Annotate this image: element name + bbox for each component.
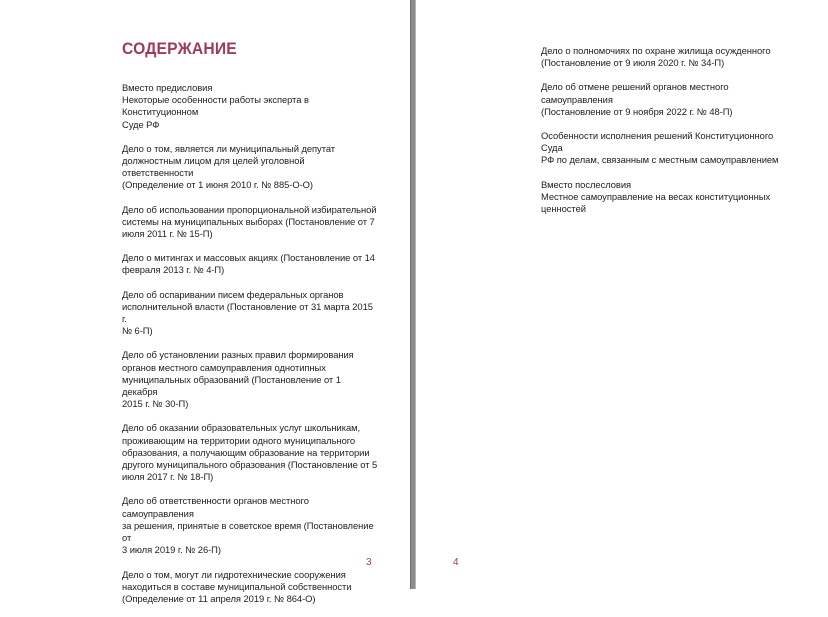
toc-entry-line: (Постановление от 9 июля 2020 г. № 34-П): [541, 57, 725, 69]
toc-entry-line: Дело о полномочиях по охране жилища осужденного: [541, 45, 771, 56]
toc-entry-line: 2015 г. № 30-П): [122, 398, 189, 410]
toc-entry-line: июля 2017 г. № 18-П): [122, 471, 214, 483]
toc-entry-line: муниципальных образований (Постановление от 1 декабря: [122, 373, 341, 398]
toc-entry-line: Дело об установлении разных правил формирования: [122, 349, 354, 361]
toc-entry-line: Дело об оспаривании писем федеральных органов: [122, 288, 344, 300]
toc-entry-line: РФ по делам, связанным с местным самоуправлением: [541, 154, 779, 166]
toc-list-right: [541, 45, 781, 227]
toc-entry-line: (Постановление от 9 ноября 2022 г. № 48-П): [541, 105, 733, 117]
toc-entry-line: за решения, принятые в советское время (Постановление от: [122, 519, 374, 544]
toc-entry-line: Местное самоуправление на весах конституционных: [541, 190, 771, 202]
page-title: СОДЕРЖАНИЕ: [122, 39, 237, 58]
toc-entry: [541, 45, 781, 69]
toc-entry-line: исполнительной власти (Постановление от 31 марта 2015 г.: [122, 300, 373, 325]
toc-entry: [122, 349, 378, 410]
toc-entry: [122, 204, 378, 241]
left-page: [0, 0, 410, 604]
toc-entry: [122, 422, 378, 483]
toc-entry-line: (Определение от 1 июня 2010 г. № 885-О-О): [122, 179, 314, 191]
toc-entry-line: Дело о том, могут ли гидротехнические сооружения: [122, 568, 346, 580]
page-number-right: 4: [453, 557, 459, 568]
toc-entry-line: Некоторые особенности работы эксперта в Конституционном: [122, 94, 309, 118]
toc-entry-line: другого муниципального образования (Постановление от 5: [122, 459, 378, 471]
toc-entry-line: Суде РФ: [122, 118, 160, 130]
toc-entry-line: Дело об оказании образовательных услуг школьникам,: [122, 422, 361, 434]
toc-entry-line: Вместо предисловия: [122, 82, 213, 93]
toc-entry-line: проживающим на территории одного муниципального: [122, 434, 356, 446]
toc-entry-line: системы на муниципальных выборах (Постановление от 7: [122, 215, 375, 227]
toc-entry-line: находиться в составе муниципальной собственности: [122, 580, 352, 592]
toc-entry: [541, 130, 781, 167]
toc-entry: [122, 143, 378, 192]
toc-entry-line: Особенности исполнения решений Конституционного Суда: [541, 130, 774, 154]
toc-entry-line: Дело о митингах и массовых акциях (Постановление от 14: [122, 252, 375, 264]
toc-entry-line: № 6-П): [122, 325, 153, 337]
toc-entry-line: должностным лицом для целей уголовной ответственности: [122, 155, 305, 179]
toc-entry-line: образования, а получающим образование на территории: [122, 446, 370, 458]
toc-entry-line: Дело об использовании пропорциональной избирательной: [122, 203, 377, 215]
toc-entry-line: (Определение от 11 апреля 2019 г. № 864-О): [122, 592, 316, 604]
toc-entry-line: 3 июля 2019 г. № 26-П): [122, 544, 221, 556]
toc-entry-line: февраля 2013 г. № 4-П): [122, 264, 225, 276]
toc-list-left: [122, 82, 378, 617]
toc-entry: [541, 81, 781, 118]
toc-entry-line: ценностей: [541, 203, 586, 215]
toc-entry-line: июля 2011 г. № 15-П): [122, 228, 213, 240]
toc-entry-line: Дело о том, является ли муниципальный депутат: [122, 142, 336, 154]
toc-entry-line: Дело об отмене решений органов местного самоуправления: [541, 81, 729, 105]
toc-entry: [122, 252, 378, 276]
right-page: [416, 0, 828, 589]
page-number-left: 3: [366, 557, 372, 568]
toc-entry: [541, 179, 781, 216]
toc-entry: [122, 289, 378, 338]
toc-entry-line: Вместо послесловия: [541, 178, 632, 190]
toc-entry-line: органов местного самоуправления однотипных: [122, 361, 326, 373]
toc-entry-line: Дело об ответственности органов местного самоуправления: [122, 495, 309, 519]
toc-entry: [122, 495, 378, 556]
toc-entry: [122, 82, 378, 131]
toc-entry: [122, 569, 378, 606]
